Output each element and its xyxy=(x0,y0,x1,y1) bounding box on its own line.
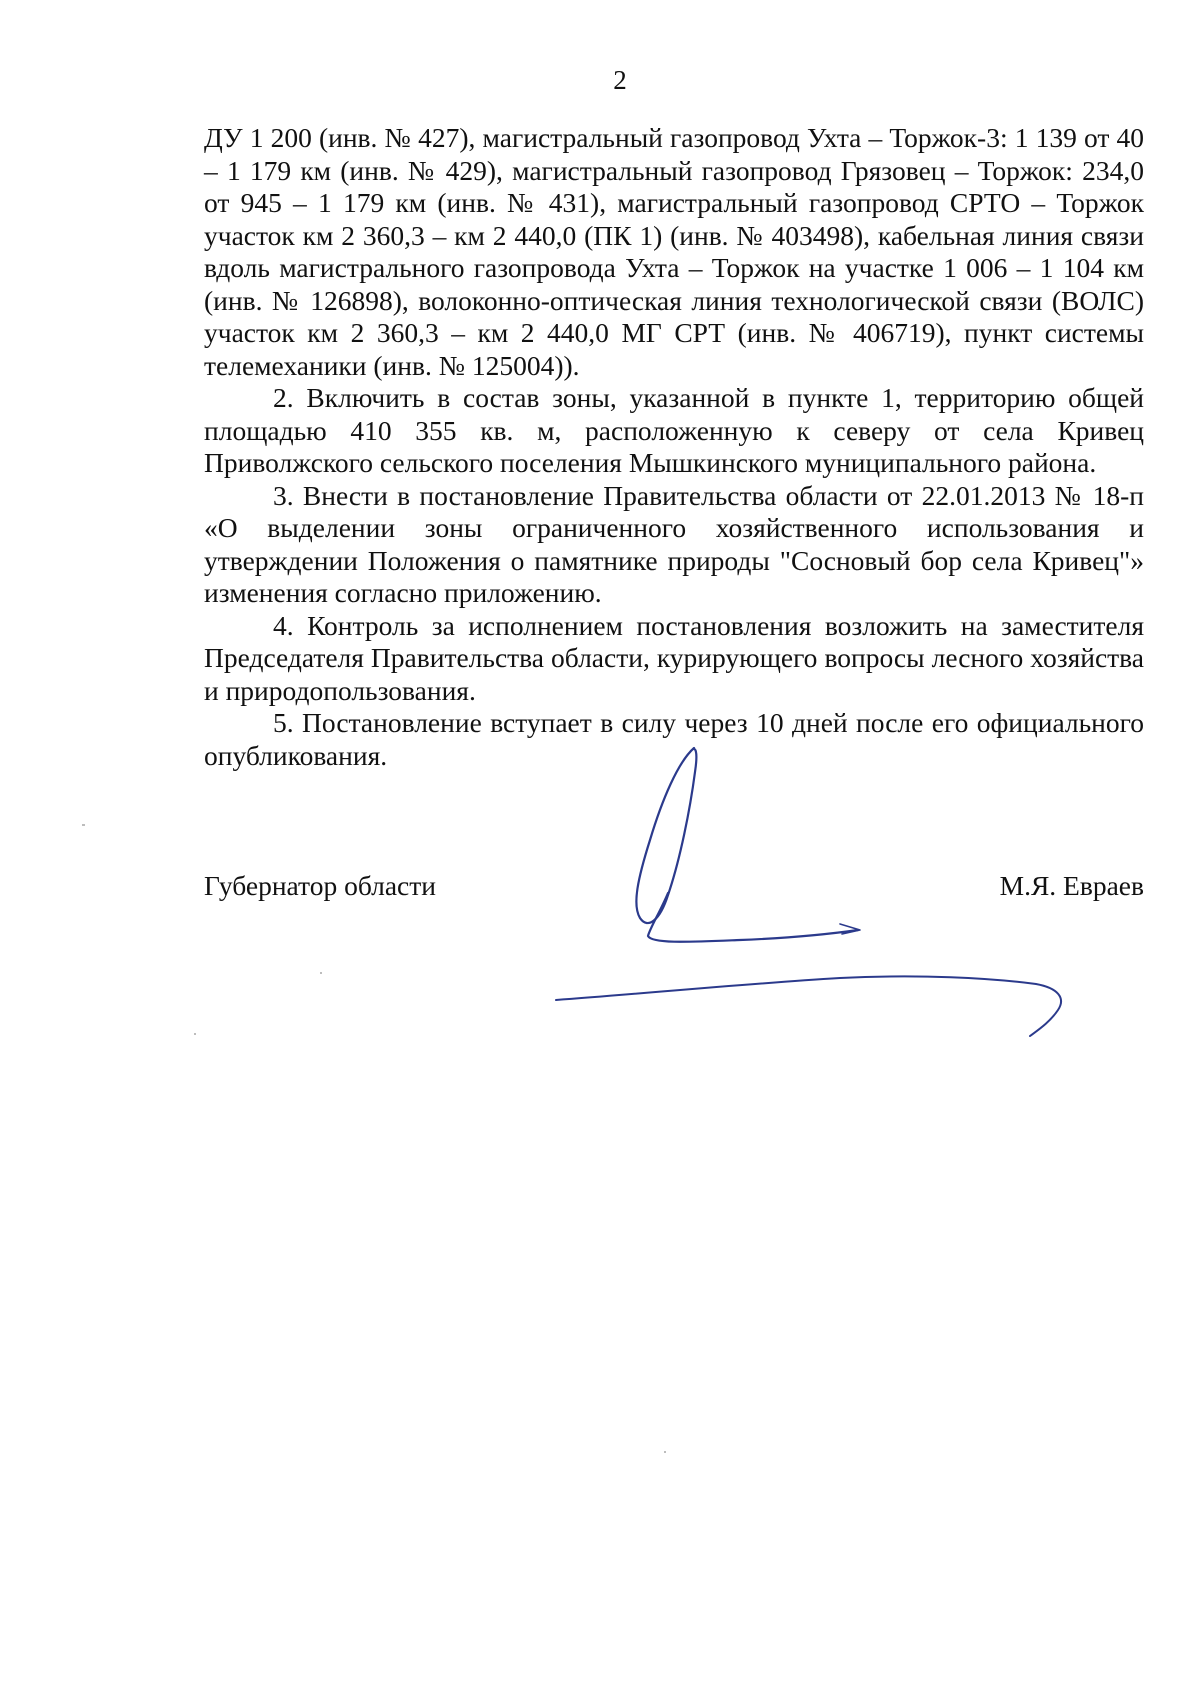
paragraph-item-5: 5. Постановление вступает в силу через 10 дней после его официального опубликования. xyxy=(204,707,1144,771)
signature-block xyxy=(204,870,1144,910)
document-body xyxy=(204,122,1144,772)
page-number: 2 xyxy=(613,65,627,95)
paragraph-item-3: 3. Внести в постановление Правительства области от 22.01.2013 № 18-п «О выделении зоны ограниченного хозяйственного использования и утверждении Положения о памятнике природы "Сосновый бор села Кривец"» изменения согласно приложению. xyxy=(204,479,1144,608)
signatory-name: М.Я. Евраев xyxy=(999,870,1144,901)
scan-artifact xyxy=(664,1451,666,1453)
scan-artifact xyxy=(82,824,85,826)
scan-artifact xyxy=(320,972,322,974)
paragraph-item-4: 4. Контроль за исполнением постановления возложить на заместителя Председателя Правительства области, курирующего вопросы лесного хозяйства и природопользования. xyxy=(204,609,1144,706)
scan-artifact xyxy=(194,1033,196,1035)
paragraph-item-2: 2. Включить в состав зоны, указанной в пункте 1, территорию общей площадью 410 355 кв. м, расположенную к северу от села Кривец Приволжского сельского поселения Мышкинского муниципального района. xyxy=(204,382,1144,478)
paragraph-continuation: ДУ 1 200 (инв. № 427), магистральный газопровод Ухта – Торжок-3: 1 139 от 40 – 1 179 км (инв. № 429), магистральный газопровод Грязовец – Торжок: 234,0 от 945 – 1 179 км (инв. № 431), магистральный газопровод СРТО – Торжок участок км 2 360,3 – км 2 440,0 (ПК 1) (инв. № 403498), кабельная линия связи вдоль магистрального газопровода Ухта – Торжок на участке 1 006 – 1 104 км (инв. № 126898), волоконно-оптическая линия технологической связи (ВОЛС) участок км 2 360,3 – км 2 440,0 МГ СРТ (инв. № 406719), пункт системы телемеханики (инв. № 125004)). xyxy=(204,122,1144,381)
signatory-position: Губернатор области xyxy=(204,870,436,901)
